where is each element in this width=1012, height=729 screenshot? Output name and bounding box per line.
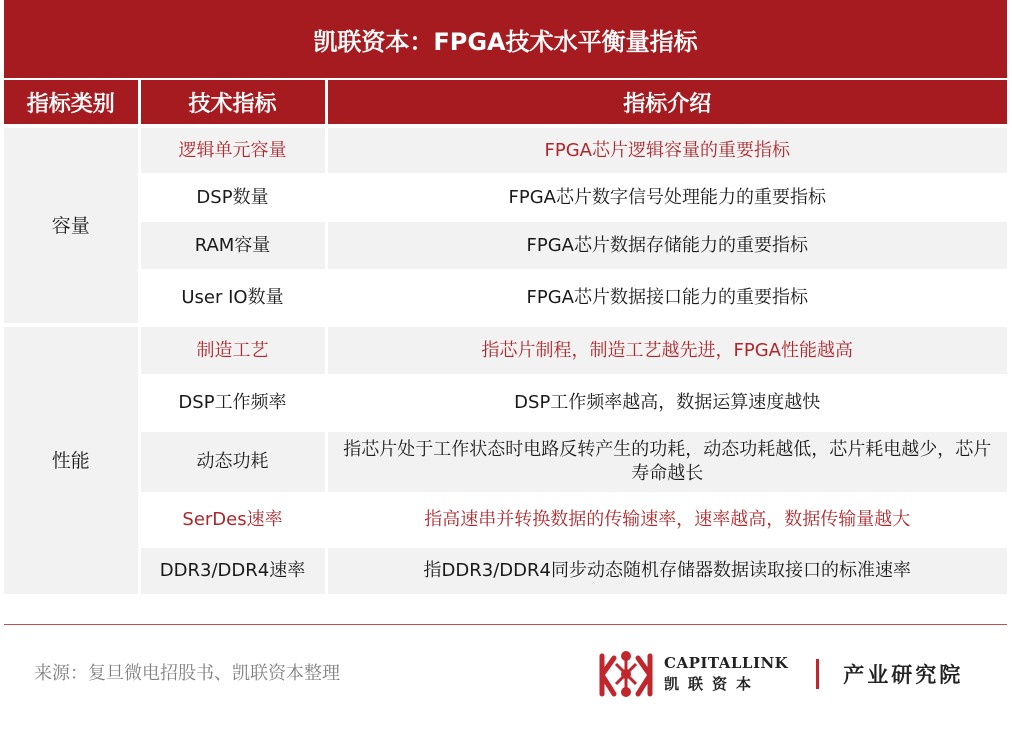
indicator-cell: DDR3/DDR4速率 bbox=[139, 546, 326, 596]
description-cell: 指DDR3/DDR4同步动态随机存储器数据读取接口的标准速率 bbox=[326, 546, 1007, 596]
header-description: 指标介绍 bbox=[326, 80, 1007, 126]
category-capacity: 容量 bbox=[4, 126, 139, 325]
table-row bbox=[4, 220, 1007, 271]
indicator-cell: 动态功耗 bbox=[139, 430, 326, 494]
table-row bbox=[4, 271, 1007, 325]
indicator-cell: DSP数量 bbox=[139, 175, 326, 220]
metrics-table bbox=[4, 80, 1007, 598]
indicator-cell: RAM容量 bbox=[139, 220, 326, 271]
description-cell: 指芯片制程，制造工艺越先进，FPGA性能越高 bbox=[326, 325, 1007, 376]
description-cell: FPGA芯片数据存储能力的重要指标 bbox=[326, 220, 1007, 271]
capitallink-logo bbox=[598, 646, 978, 702]
source-note: 来源：复旦微电招股书、凯联资本整理 bbox=[34, 663, 340, 684]
table-row bbox=[4, 175, 1007, 220]
table-row bbox=[4, 325, 1007, 376]
table-row bbox=[4, 494, 1007, 546]
indicator-cell: 制造工艺 bbox=[139, 325, 326, 376]
table-row bbox=[4, 430, 1007, 494]
indicator-cell: User IO数量 bbox=[139, 271, 326, 325]
table-row bbox=[4, 546, 1007, 596]
footer-divider bbox=[4, 624, 1007, 625]
category-performance: 性能 bbox=[4, 325, 139, 596]
institute-name: 产业研究院 bbox=[843, 662, 964, 687]
header-category: 指标类别 bbox=[4, 80, 139, 126]
indicator-cell: 逻辑单元容量 bbox=[139, 126, 326, 175]
table-row bbox=[4, 376, 1007, 430]
header-indicator: 技术指标 bbox=[139, 80, 326, 126]
logo-english-name: CAPITALLINK bbox=[664, 654, 789, 672]
indicator-cell: SerDes速率 bbox=[139, 494, 326, 546]
description-cell: 指高速串并转换数据的传输速率，速率越高，数据传输量越大 bbox=[326, 494, 1007, 546]
table-row bbox=[4, 126, 1007, 175]
table-header-row bbox=[4, 80, 1007, 126]
description-cell: FPGA芯片数字信号处理能力的重要指标 bbox=[326, 175, 1007, 220]
logo-chinese-name: 凯联资本 bbox=[664, 675, 761, 693]
indicator-cell: DSP工作频率 bbox=[139, 376, 326, 430]
capitallink-mark-icon bbox=[598, 646, 654, 702]
description-cell: DSP工作频率越高，数据运算速度越快 bbox=[326, 376, 1007, 430]
page-title: 凯联资本：FPGA技术水平衡量指标 bbox=[4, 0, 1007, 78]
description-cell: FPGA芯片逻辑容量的重要指标 bbox=[326, 126, 1007, 175]
description-cell: FPGA芯片数据接口能力的重要指标 bbox=[326, 271, 1007, 325]
description-cell: 指芯片处于工作状态时电路反转产生的功耗，动态功耗越低，芯片耗电越少，芯片寿命越长 bbox=[326, 430, 1007, 494]
logo-separator bbox=[816, 659, 819, 689]
